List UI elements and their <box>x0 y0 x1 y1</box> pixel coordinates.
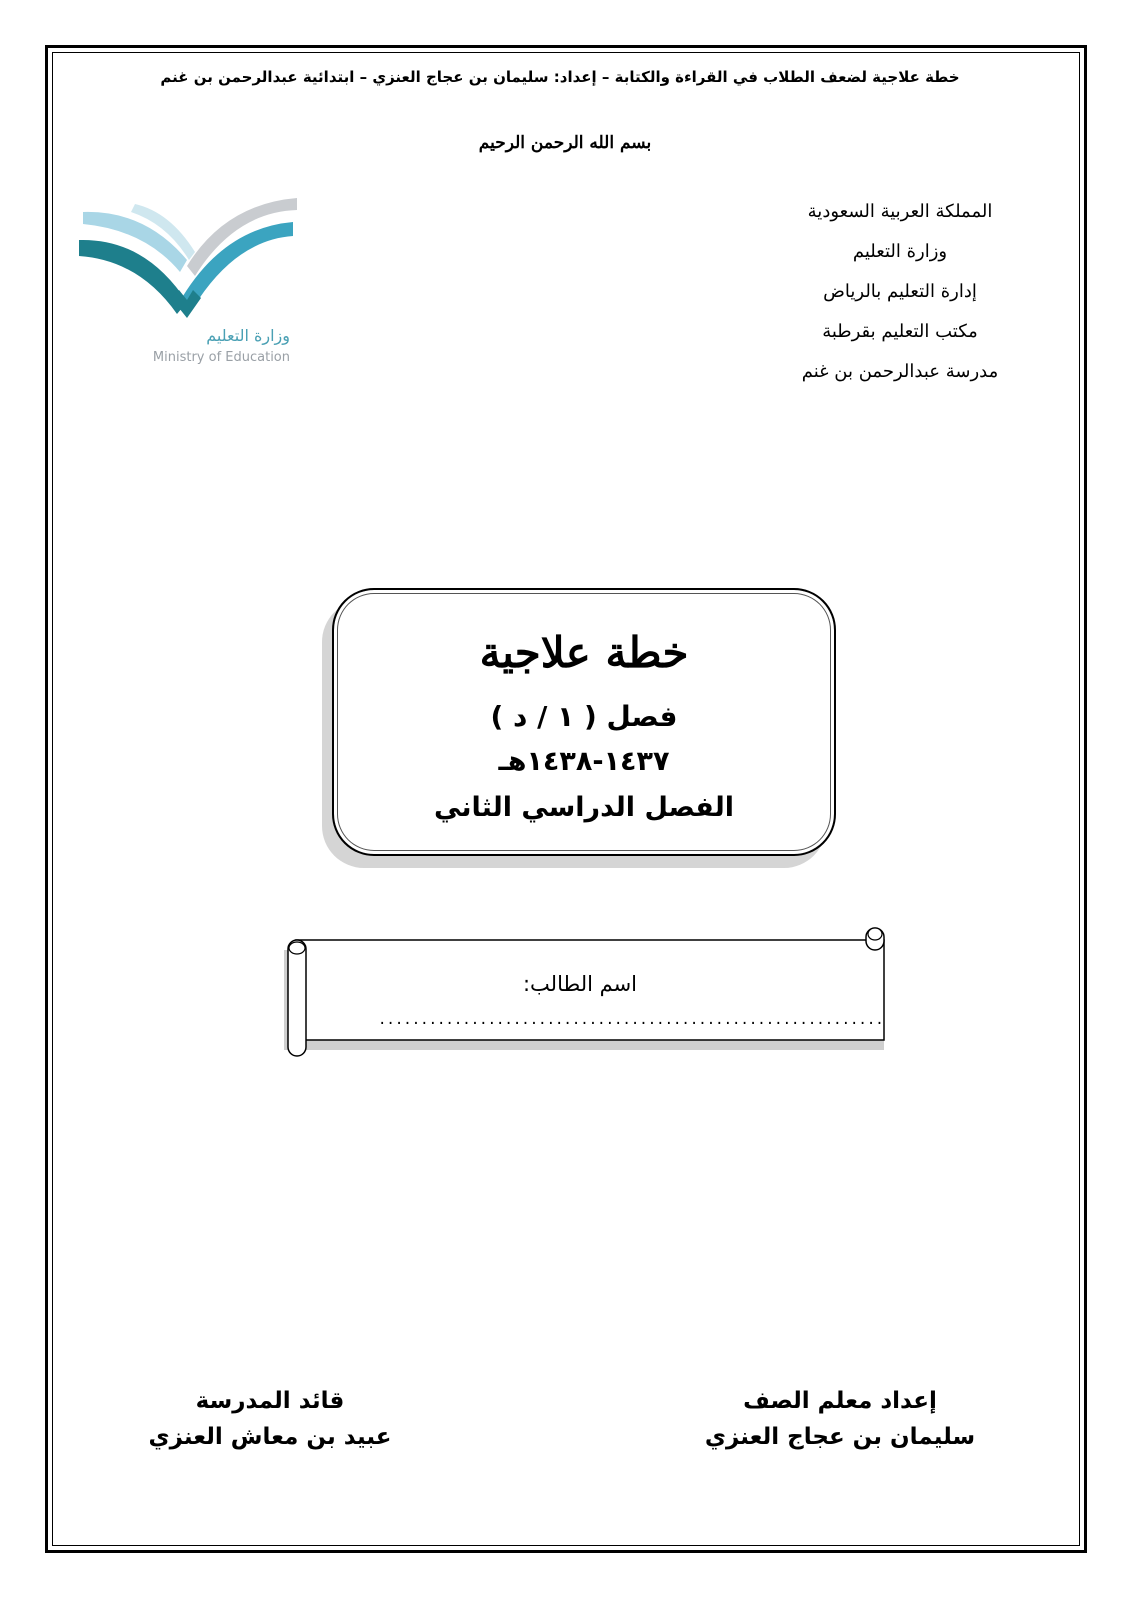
semester-label: الفصل الدراسي الثاني <box>434 792 734 823</box>
school-leader-name: عبيد بن معاش العنزي <box>148 1424 392 1450</box>
academic-year: ١٤٣٧-١٤٣٨هـ <box>498 746 670 777</box>
running-header: خطة علاجية لضعف الطلاب في القراءة والكتابة – إعداد: سليمان بن عجاج العنزي – ابتدائية عبدالرحمن بن غنم <box>160 68 960 86</box>
logo-english-text: Ministry of Education <box>152 350 290 365</box>
school-leader-role: قائد المدرسة <box>195 1388 345 1414</box>
student-name-label: اسم الطالب: <box>522 972 638 996</box>
student-name-blank: ............................................................ <box>378 1012 884 1028</box>
basmala: بسم الله الرحمن الرحيم <box>478 133 652 153</box>
student-name-scroll <box>270 918 900 1078</box>
organization-block <box>760 196 1040 396</box>
document-title: خطة علاجية <box>479 628 689 677</box>
org-line-directorate: إدارة التعليم بالرياض <box>823 281 977 302</box>
org-line-ministry: وزارة التعليم <box>852 241 948 262</box>
org-line-office: مكتب التعليم بقرطبة <box>822 321 978 342</box>
class-label: فصل ( ١ / د ) <box>490 700 678 733</box>
preparer-role: إعداد معلم الصف <box>743 1388 937 1414</box>
logo-arabic-text: وزارة التعليم <box>206 326 290 345</box>
org-line-school: مدرسة عبدالرحمن بن غنم <box>801 361 999 382</box>
preparer-name: سليمان بن عجاج العنزي <box>704 1424 976 1450</box>
org-line-country: المملكة العربية السعودية <box>807 201 993 222</box>
